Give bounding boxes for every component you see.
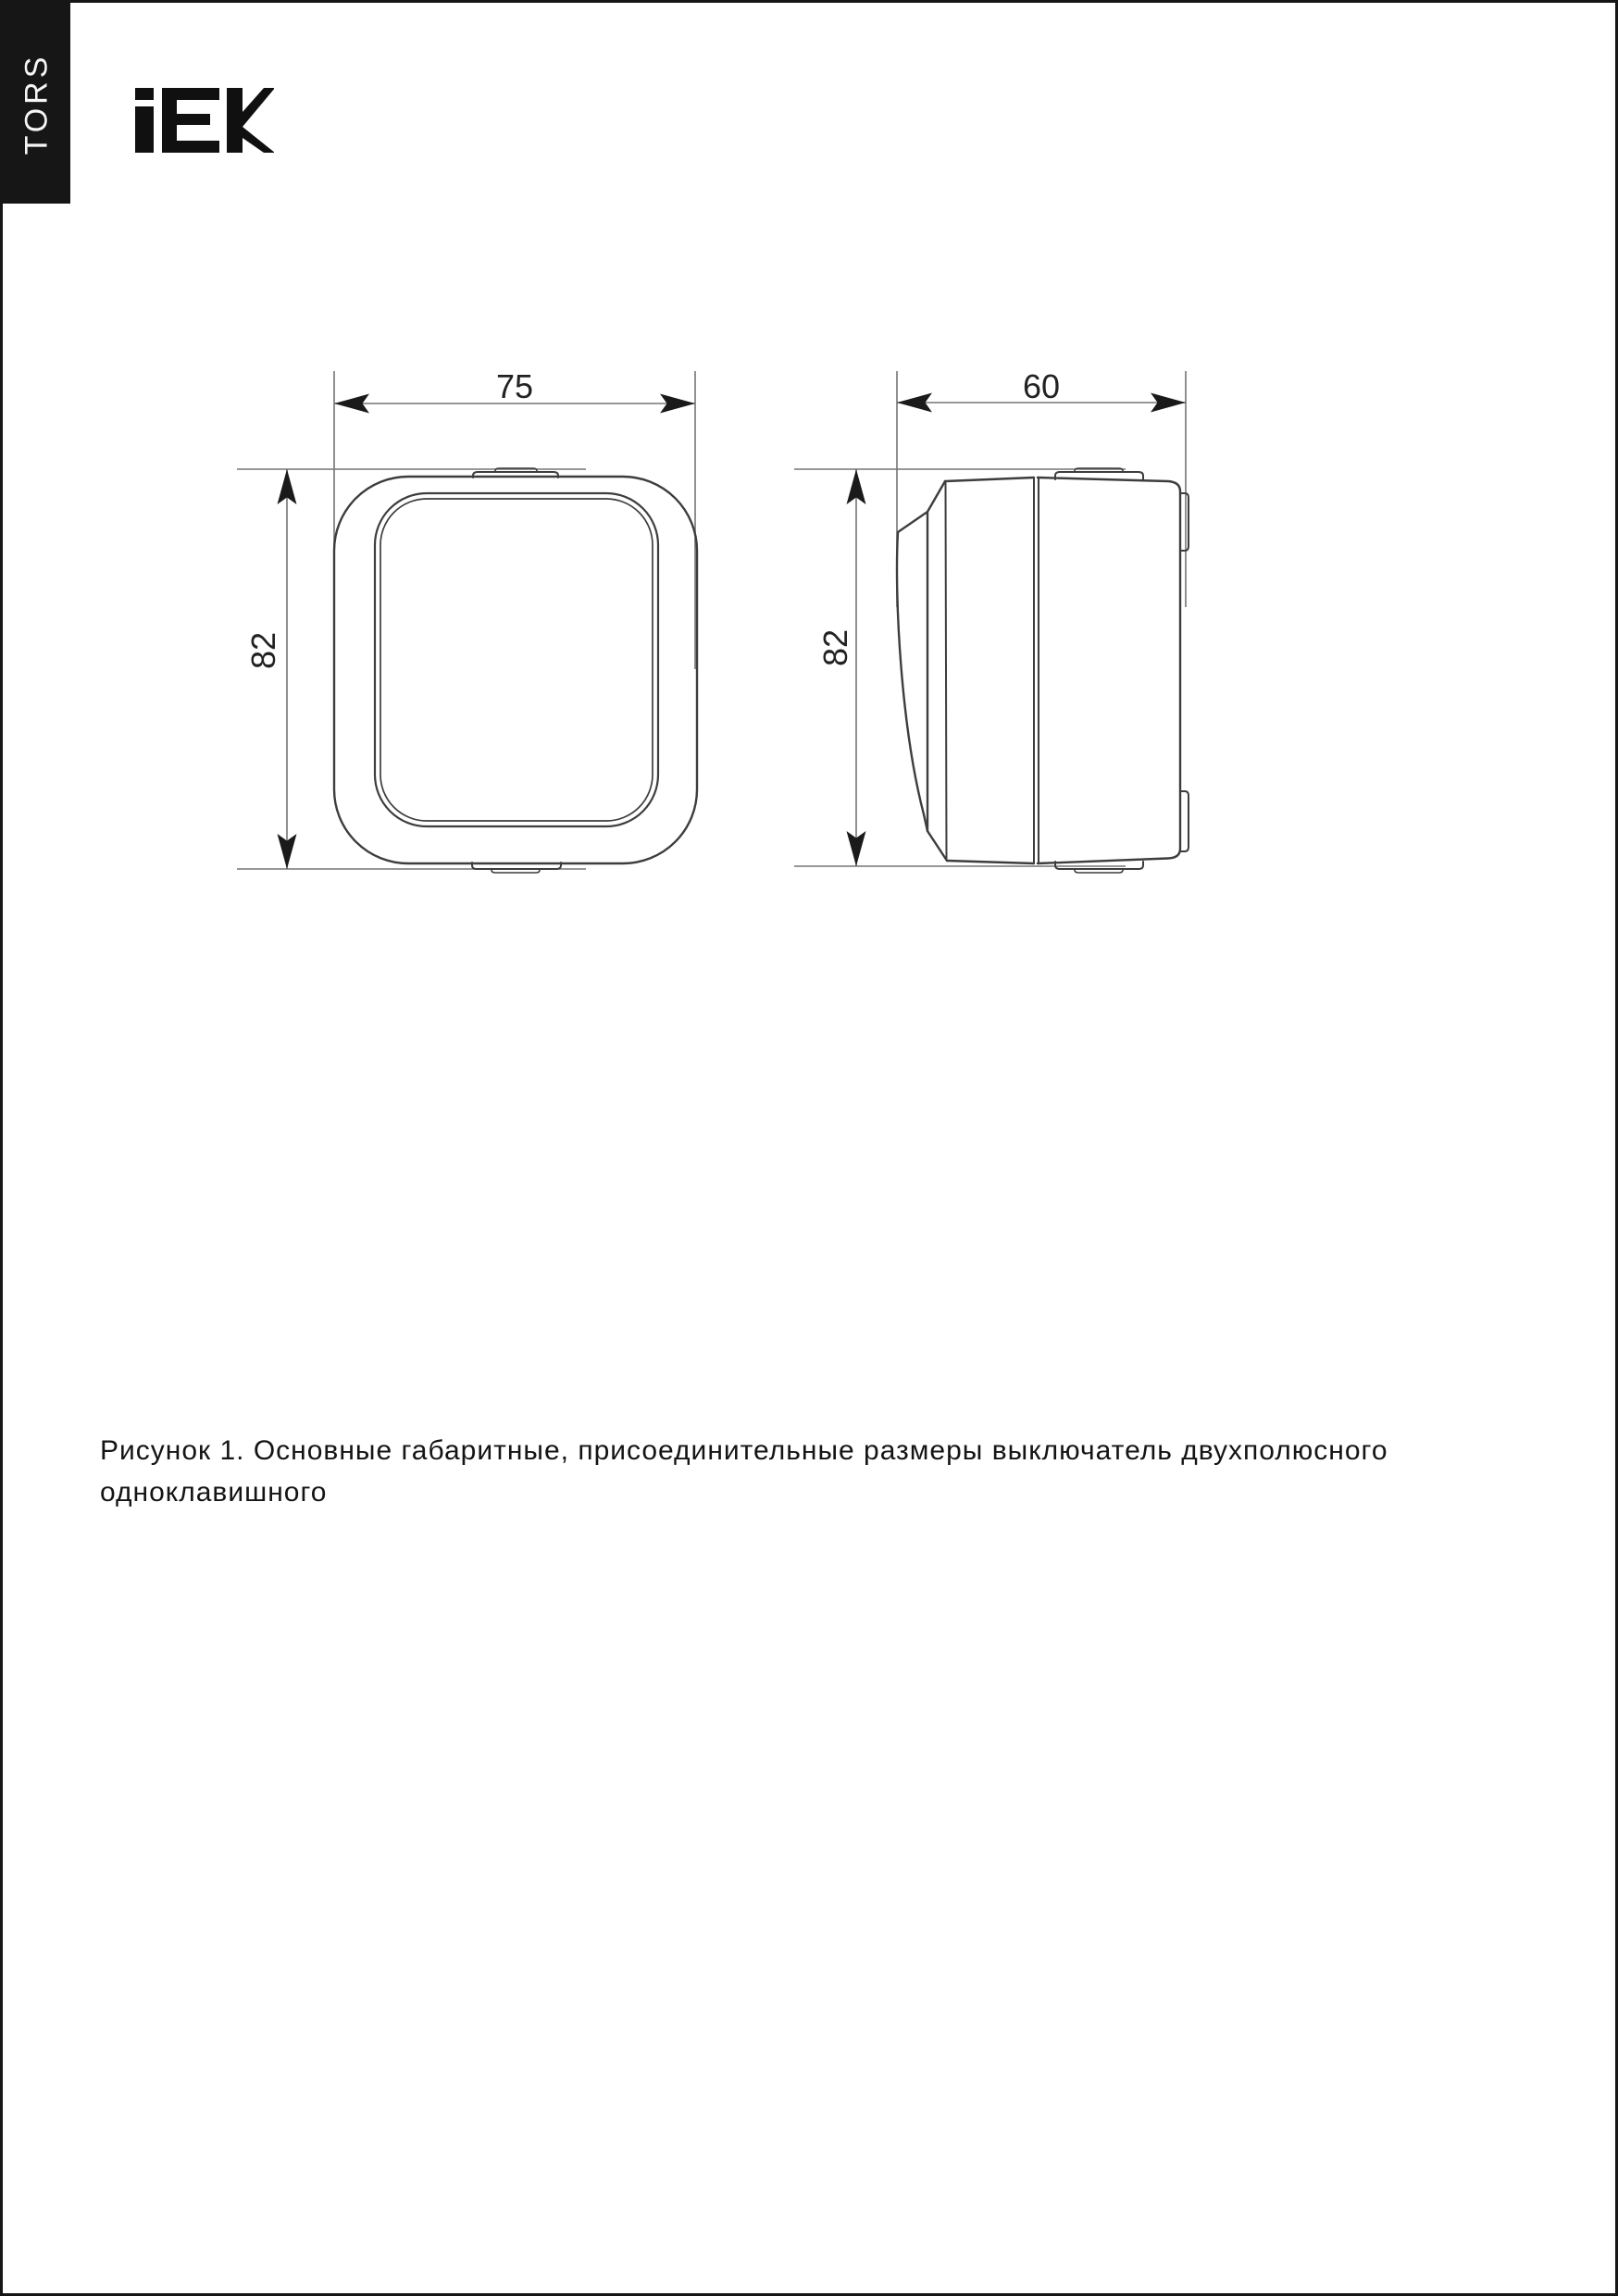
side-view-outline xyxy=(897,468,1189,873)
iek-logo xyxy=(135,88,274,153)
front-view-arrowheads xyxy=(278,394,696,870)
top-clip xyxy=(1180,493,1189,551)
side-view xyxy=(794,367,1189,873)
side-view-dimension-lines xyxy=(794,371,1186,866)
bottom-clip xyxy=(1180,791,1189,851)
side-depth-dimension: 60 xyxy=(1022,367,1061,405)
side-height-dimension: 82 xyxy=(816,628,854,667)
front-view-dimension-lines xyxy=(237,371,695,869)
figure-caption-line-2: одноклавишного xyxy=(100,1477,328,1508)
iek-logo-glyphs xyxy=(135,88,274,153)
switch-body-front xyxy=(334,477,697,863)
switch-key-outer xyxy=(375,493,658,826)
dimension-drawing xyxy=(225,364,1215,882)
series-tab-label: TORS xyxy=(19,53,54,155)
front-view xyxy=(237,367,697,873)
front-height-dimension: 82 xyxy=(244,631,282,670)
switch-key-inner xyxy=(380,499,653,821)
rocker-key-profile xyxy=(897,512,927,831)
switch-box-side xyxy=(1038,478,1180,863)
frame-silhouette xyxy=(927,481,947,861)
series-tab xyxy=(3,3,70,204)
figure-caption-line-1: Рисунок 1. Основные габаритные, присоединительные размеры выключатель двухполюсного xyxy=(100,1435,1388,1466)
figure-caption xyxy=(100,1430,1388,1513)
front-view-outline xyxy=(334,468,697,873)
front-width-dimension: 75 xyxy=(495,367,534,405)
series-tab-label-wrap xyxy=(3,42,70,167)
